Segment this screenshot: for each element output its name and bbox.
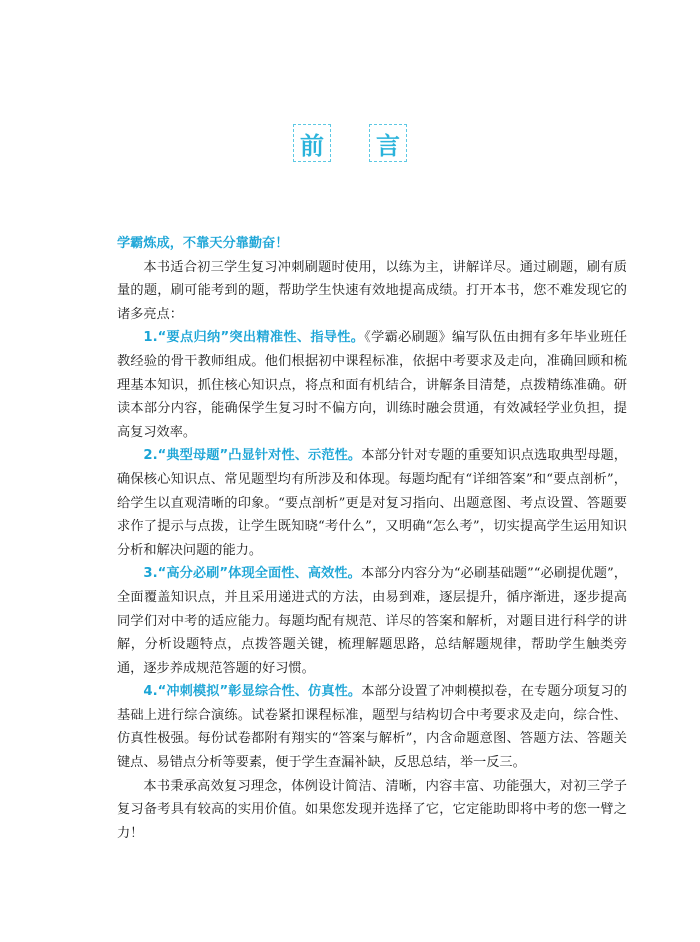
item-heading: 2.“典型母题”凸显针对性、示范性。 <box>143 448 362 464</box>
item-body: 本部分内容分为“必刷基础题”“必刷提优题”，全面覆盖知识点，并且采用递进式的方法，由易到难，逐层提升，循序渐进，逐步提高同学们对中考的适应能力。每题均配有规范、详尽的答案和解析，对题目进行科学的讲解，分析设题特点，点拨答题关键，梳理解题思路，总结解题规律，帮助学生触类旁通，逐步养成规范答题的好习惯。 <box>117 566 627 676</box>
title-char: 言 <box>376 131 400 160</box>
title-char: 前 <box>300 131 324 160</box>
closing-paragraph: 本书秉承高效复习理念，体例设计简洁、清晰，内容丰富、功能强大，对初三学子复习备考具有较高的实用价值。如果您发现并选择了它，它定能助即将中考的您一臂之力！ <box>117 778 627 841</box>
item-heading: 3.“高分必刷”体现全面性、高效性。 <box>143 566 361 582</box>
item-paragraph <box>117 326 627 444</box>
item-heading: 1.“要点归纳”突出精准性、指导性。 <box>143 330 365 346</box>
item-body: 本部分针对专题的重要知识点选取典型母题，确保核心知识点、常见题型均有所涉及和体现。每题均配有“详细答案”和“要点剖析”，给学生以直观清晰的印象。“要点剖析”更是对复习指向、出题意图、考点设置、答题要求作了提示与点拨，让学生既知晓“考什么”，又明确“怎么考”，切实提高学生运用知识分析和解决问题的能力。 <box>117 448 627 558</box>
slogan: 学霸炼成，不靠天分靠勤奋！ <box>117 236 289 251</box>
item-body: 本部分设置了冲刺模拟卷，在专题分项复习的基础上进行综合演练。试卷紧扣课程标准，题型与结构切合中考要求及走向，综合性、仿真性极强。每份试卷都附有翔实的“答案与解析”，内含命题意图、答题方法、答题关键点、易错点分析等要素，便于学生查漏补缺，反思总结，举一反三。 <box>117 684 627 771</box>
title-char-box <box>293 124 331 162</box>
item-paragraph <box>117 680 627 774</box>
title-char-box <box>369 124 407 162</box>
item-paragraph <box>117 444 627 562</box>
item-body: 《学霸必刷题》编写队伍由拥有多年毕业班任教经验的骨干教师组成。他们根据初中课程标准，依据中考要求及走向，准确回顾和梳理基本知识，抓住核心知识点，将点和面有机结合，讲解条目清楚，点拨精练准确。研读本部分内容，能确保学生复习时不偏方向，训练时融会贯通，有效减轻学业负担，提高复习效率。 <box>117 330 627 440</box>
preface-content <box>117 232 627 845</box>
intro-paragraph: 本书适合初三学生复习冲刺刷题时使用，以练为主，讲解详尽。通过刷题，刷有质量的题，刷可能考到的题，帮助学生快速有效地提高成绩。打开本书，您不难发现它的诸多亮点： <box>117 259 627 322</box>
page-title <box>0 124 700 162</box>
item-heading: 4.“冲刺模拟”彰显综合性、仿真性。 <box>143 684 362 700</box>
item-paragraph <box>117 562 627 680</box>
